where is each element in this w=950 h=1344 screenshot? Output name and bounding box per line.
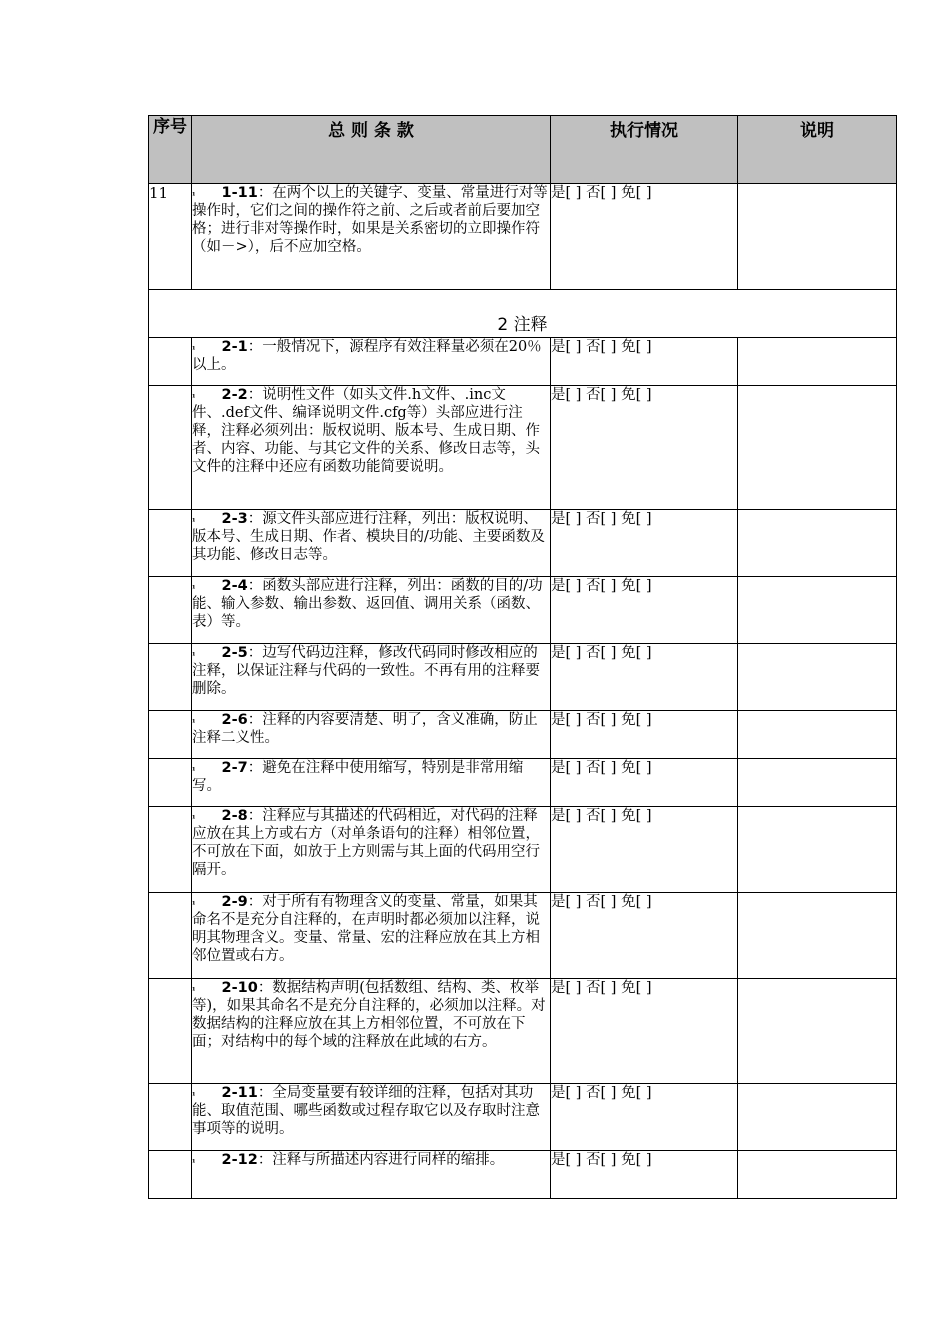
clause-id: 2-7 xyxy=(221,760,248,776)
row-check[interactable]: 是[ ] 否[ ] 免[ ] xyxy=(551,510,738,577)
row-check[interactable]: 是[ ] 否[ ] 免[ ] xyxy=(551,893,738,979)
row-check[interactable]: 是[ ] 否[ ] 免[ ] xyxy=(551,386,738,510)
clause-text: ：对于所有有物理含义的变量、常量，如果其命名不是充分自注释的，在声明时都必须加以注释，说明其物理含义。变量、常量、宏的注释应放在其上方相邻位置或右方。 xyxy=(192,894,540,964)
bullet-mark: ¹ xyxy=(192,190,196,200)
row-check[interactable]: 是[ ] 否[ ] 免[ ] xyxy=(551,807,738,893)
clause-id: 2-3 xyxy=(221,511,248,527)
clause-id: 2-1 xyxy=(221,339,248,355)
row-seq xyxy=(149,893,192,979)
row-note xyxy=(738,1084,897,1151)
row-check[interactable]: 是[ ] 否[ ] 免[ ] xyxy=(551,184,738,290)
clause-text: ：在两个以上的关键字、变量、常量进行对等操作时，它们之间的操作符之前、之后或者前后要加空格；进行非对等操作时，如果是关系密切的立即操作符（如－>），后不应加空格。 xyxy=(192,185,548,255)
clause-text: ：注释应与其描述的代码相近，对代码的注释应放在其上方或右方（对单条语句的注释）相邻位置，不可放在下面，如放于上方则需与其上面的代码用空行隔开。 xyxy=(192,808,540,878)
row-note xyxy=(738,807,897,893)
row-clause xyxy=(192,510,551,577)
bullet-mark: ¹ xyxy=(192,516,196,526)
table-row xyxy=(149,577,897,644)
bullet-mark: ¹ xyxy=(192,1090,196,1100)
row-note xyxy=(738,577,897,644)
row-seq xyxy=(149,1151,192,1199)
row-note xyxy=(738,184,897,290)
row-check[interactable]: 是[ ] 否[ ] 免[ ] xyxy=(551,1084,738,1151)
clause-text: ：注释与所描述内容进行同样的缩排。 xyxy=(257,1152,505,1168)
clause-id: 2-9 xyxy=(221,894,248,910)
row-check[interactable]: 是[ ] 否[ ] 免[ ] xyxy=(551,577,738,644)
bullet-mark: ¹ xyxy=(192,985,196,995)
clause-text: ：一般情况下，源程序有效注释量必须在20％以上。 xyxy=(192,339,542,373)
row-note xyxy=(738,644,897,711)
clause-id: 2-11 xyxy=(221,1085,258,1101)
clause-id: 2-2 xyxy=(221,387,248,403)
rows-body xyxy=(149,338,897,1199)
row-note xyxy=(738,979,897,1084)
bullet-mark: ¹ xyxy=(192,344,196,354)
bullet-mark: ¹ xyxy=(192,583,196,593)
table-row xyxy=(149,184,897,290)
header-clause: 总 则 条 款 xyxy=(192,116,551,184)
clause-id: 2-12 xyxy=(221,1152,258,1168)
bullet-mark: ¹ xyxy=(192,717,196,727)
clause-id: 1-11 xyxy=(221,185,258,201)
checklist-table xyxy=(148,115,897,1199)
row-check[interactable]: 是[ ] 否[ ] 免[ ] xyxy=(551,979,738,1084)
table-row xyxy=(149,759,897,807)
row-note xyxy=(738,759,897,807)
row-seq xyxy=(149,807,192,893)
row-clause xyxy=(192,577,551,644)
header-seq: 序号 xyxy=(149,116,192,184)
bullet-mark: ¹ xyxy=(192,813,196,823)
row-clause xyxy=(192,184,551,290)
table-row xyxy=(149,644,897,711)
row-clause xyxy=(192,338,551,386)
clause-id: 2-10 xyxy=(221,980,258,996)
bullet-mark: ¹ xyxy=(192,1157,196,1167)
row-note xyxy=(738,386,897,510)
row-note xyxy=(738,711,897,759)
row-seq xyxy=(149,510,192,577)
row-seq: 11 xyxy=(149,184,192,290)
row-check[interactable]: 是[ ] 否[ ] 免[ ] xyxy=(551,644,738,711)
header-exec: 执行情况 xyxy=(551,116,738,184)
row-note xyxy=(738,338,897,386)
bullet-mark: ¹ xyxy=(192,899,196,909)
row-seq xyxy=(149,386,192,510)
clause-id: 2-4 xyxy=(221,578,248,594)
table-row xyxy=(149,893,897,979)
row-note xyxy=(738,510,897,577)
row-clause xyxy=(192,759,551,807)
clause-text: ：边写代码边注释，修改代码同时修改相应的注释，以保证注释与代码的一致性。不再有用的注释要删除。 xyxy=(192,645,540,697)
table-row xyxy=(149,386,897,510)
table-row xyxy=(149,1084,897,1151)
row-seq xyxy=(149,979,192,1084)
row-note xyxy=(738,1151,897,1199)
clause-id: 2-8 xyxy=(221,808,248,824)
row-seq xyxy=(149,759,192,807)
clause-id: 2-6 xyxy=(221,712,248,728)
table-row xyxy=(149,510,897,577)
clause-text: ：全局变量要有较详细的注释，包括对其功能、取值范围、哪些函数或过程存取它以及存取时注意事项等的说明。 xyxy=(192,1085,540,1137)
header-note: 说明 xyxy=(738,116,897,184)
clause-text: ：说明性文件（如头文件.h文件、.inc文件、.def文件、编译说明文件.cfg等）头部应进行注释，注释必须列出：版权说明、版本号、生成日期、作者、内容、功能、与其它文件的关系、修改日志等，头文件的注释中还应有函数功能简要说明。 xyxy=(192,387,540,475)
table-row xyxy=(149,338,897,386)
row-clause xyxy=(192,807,551,893)
row-seq xyxy=(149,577,192,644)
row-clause xyxy=(192,979,551,1084)
row-clause xyxy=(192,1084,551,1151)
bullet-mark: ¹ xyxy=(192,765,196,775)
bullet-mark: ¹ xyxy=(192,392,196,402)
table-row xyxy=(149,979,897,1084)
clause-text: ：源文件头部应进行注释，列出：版权说明、版本号、生成日期、作者、模块目的/功能、主要函数及其功能、修改日志等。 xyxy=(192,511,545,563)
table-row xyxy=(149,711,897,759)
row-seq xyxy=(149,338,192,386)
row-seq xyxy=(149,711,192,759)
row-clause xyxy=(192,1151,551,1199)
row-clause xyxy=(192,711,551,759)
clause-text: ：注释的内容要清楚、明了，含义准确，防止注释二义性。 xyxy=(192,712,538,746)
bullet-mark: ¹ xyxy=(192,650,196,660)
row-check[interactable]: 是[ ] 否[ ] 免[ ] xyxy=(551,338,738,386)
clause-text: ：数据结构声明(包括数组、结构、类、枚举等)，如果其命名不是充分自注释的，必须加以注释。对数据结构的注释应放在其上方相邻位置，不可放在下面；对结构中的每个域的注释放在此域的右方。 xyxy=(192,980,546,1050)
row-note xyxy=(738,893,897,979)
clause-id: 2-5 xyxy=(221,645,248,661)
section-title: 2 注释 xyxy=(149,290,897,338)
row-clause xyxy=(192,893,551,979)
row-seq xyxy=(149,1084,192,1151)
row-check[interactable]: 是[ ] 否[ ] 免[ ] xyxy=(551,1151,738,1199)
row-clause xyxy=(192,386,551,510)
row-clause xyxy=(192,644,551,711)
row-check[interactable]: 是[ ] 否[ ] 免[ ] xyxy=(551,711,738,759)
clause-text: ：函数头部应进行注释，列出：函数的目的/功能、输入参数、输出参数、返回值、调用关系（函数、表）等。 xyxy=(192,578,543,630)
table-row xyxy=(149,807,897,893)
header-row xyxy=(149,116,897,184)
table-row xyxy=(149,1151,897,1199)
clause-text: ：避免在注释中使用缩写，特别是非常用缩写。 xyxy=(192,760,524,794)
row-check[interactable]: 是[ ] 否[ ] 免[ ] xyxy=(551,759,738,807)
row-seq xyxy=(149,644,192,711)
section-row xyxy=(149,290,897,338)
